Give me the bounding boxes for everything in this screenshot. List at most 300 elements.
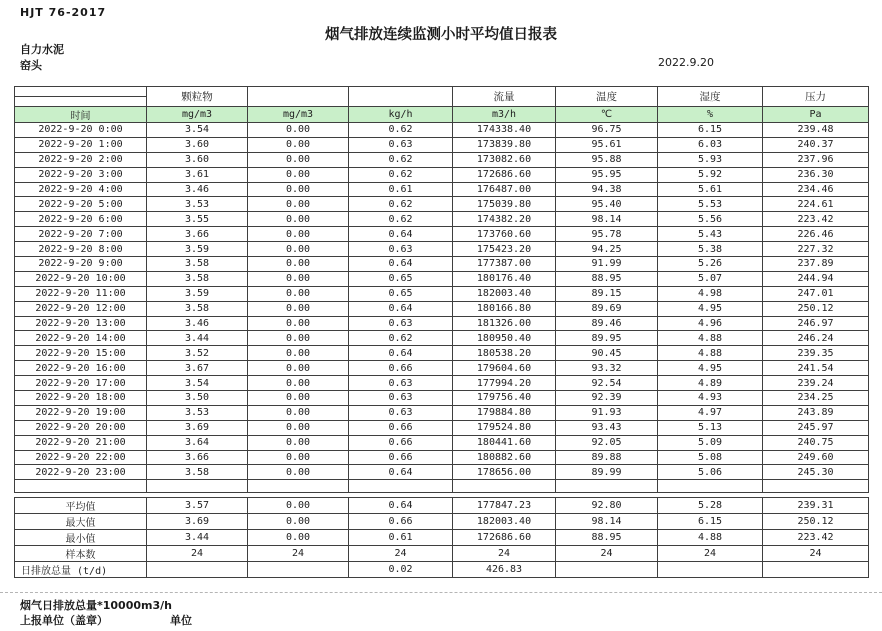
value-cell: 3.44 — [147, 331, 248, 346]
time-cell: 2022-9-20 14:00 — [15, 331, 147, 346]
header-pressure: 压力 — [763, 87, 869, 107]
value-cell: 0.62 — [349, 331, 453, 346]
value-cell: 89.99 — [556, 465, 658, 480]
value-cell: 3.57 — [147, 498, 248, 514]
header-blank-2 — [349, 87, 453, 107]
value-cell: 179524.80 — [453, 420, 556, 435]
value-cell: 98.14 — [556, 514, 658, 530]
value-cell: 95.78 — [556, 227, 658, 242]
value-cell: 3.58 — [147, 465, 248, 480]
value-cell: 0.00 — [248, 435, 349, 450]
value-cell: 0.00 — [248, 257, 349, 272]
time-cell: 2022-9-20 18:00 — [15, 391, 147, 406]
value-cell: 174338.40 — [453, 123, 556, 138]
value-cell: 6.15 — [658, 123, 763, 138]
time-cell: 2022-9-20 8:00 — [15, 242, 147, 257]
value-cell — [556, 562, 658, 578]
value-cell: 98.14 — [556, 212, 658, 227]
value-cell: 0.00 — [248, 346, 349, 361]
value-cell: 247.01 — [763, 286, 869, 301]
hourly-data-row — [15, 420, 869, 435]
value-cell: 175423.20 — [453, 242, 556, 257]
value-cell: 89.69 — [556, 301, 658, 316]
empty-cell — [556, 480, 658, 493]
value-cell: 0.00 — [248, 530, 349, 546]
value-cell: 3.66 — [147, 450, 248, 465]
hourly-data-row — [15, 316, 869, 331]
unit-mgm3-1: mg/m3 — [147, 107, 248, 123]
value-cell: 94.38 — [556, 182, 658, 197]
hourly-data-row — [15, 465, 869, 480]
value-cell: 4.98 — [658, 286, 763, 301]
value-cell: 178656.00 — [453, 465, 556, 480]
header-blank-1 — [248, 87, 349, 107]
time-cell: 2022-9-20 5:00 — [15, 197, 147, 212]
footer-unit-label: 单位 — [170, 614, 192, 627]
value-cell — [658, 562, 763, 578]
time-cell: 2022-9-20 0:00 — [15, 123, 147, 138]
value-cell: 5.26 — [658, 257, 763, 272]
value-cell: 0.65 — [349, 271, 453, 286]
hourly-data-row — [15, 391, 869, 406]
time-cell: 2022-9-20 12:00 — [15, 301, 147, 316]
value-cell: 95.61 — [556, 137, 658, 152]
value-cell: 93.32 — [556, 361, 658, 376]
value-cell: 3.60 — [147, 137, 248, 152]
unit-m3h: m3/h — [453, 107, 556, 123]
value-cell: 0.00 — [248, 405, 349, 420]
value-cell: 239.35 — [763, 346, 869, 361]
unit-header-row — [15, 107, 869, 123]
value-cell: 250.12 — [763, 301, 869, 316]
empty-cell — [15, 480, 147, 493]
time-cell: 2022-9-20 21:00 — [15, 435, 147, 450]
value-cell: 0.63 — [349, 405, 453, 420]
empty-row — [15, 480, 869, 493]
value-cell: 24 — [453, 546, 556, 562]
hourly-data-row — [15, 123, 869, 138]
value-cell: 24 — [763, 546, 869, 562]
value-cell: 92.39 — [556, 391, 658, 406]
value-cell: 24 — [658, 546, 763, 562]
value-cell: 223.42 — [763, 212, 869, 227]
value-cell: 5.13 — [658, 420, 763, 435]
value-cell: 223.42 — [763, 530, 869, 546]
value-cell: 4.88 — [658, 530, 763, 546]
value-cell: 0.00 — [248, 227, 349, 242]
value-cell: 5.93 — [658, 152, 763, 167]
value-cell: 5.61 — [658, 182, 763, 197]
value-cell — [248, 562, 349, 578]
value-cell: 0.66 — [349, 435, 453, 450]
value-cell: 172686.60 — [453, 167, 556, 182]
value-cell: 0.66 — [349, 450, 453, 465]
summary-label-cell: 最小值 — [15, 530, 147, 546]
value-cell: 0.64 — [349, 257, 453, 272]
value-cell: 181326.00 — [453, 316, 556, 331]
value-cell: 0.64 — [349, 227, 453, 242]
value-cell: 4.97 — [658, 405, 763, 420]
hourly-data-row — [15, 271, 869, 286]
value-cell: 0.66 — [349, 514, 453, 530]
value-cell: 92.05 — [556, 435, 658, 450]
value-cell: 3.67 — [147, 361, 248, 376]
value-cell: 180950.40 — [453, 331, 556, 346]
value-cell: 3.59 — [147, 286, 248, 301]
value-cell: 92.54 — [556, 376, 658, 391]
value-cell: 0.00 — [248, 182, 349, 197]
value-cell: 24 — [556, 546, 658, 562]
value-cell: 0.00 — [248, 212, 349, 227]
value-cell: 0.00 — [248, 465, 349, 480]
header-humidity: 湿度 — [658, 87, 763, 107]
value-cell: 237.89 — [763, 257, 869, 272]
hourly-data-row — [15, 376, 869, 391]
time-cell: 2022-9-20 23:00 — [15, 465, 147, 480]
value-cell: 94.25 — [556, 242, 658, 257]
value-cell: 5.43 — [658, 227, 763, 242]
footer-total-note: 烟气日排放总量*10000m3/h — [20, 599, 172, 612]
hourly-data-row — [15, 257, 869, 272]
unit-pa: Pa — [763, 107, 869, 123]
value-cell: 0.00 — [248, 123, 349, 138]
value-cell: 0.63 — [349, 391, 453, 406]
value-cell: 3.55 — [147, 212, 248, 227]
value-cell: 182003.40 — [453, 286, 556, 301]
value-cell: 91.99 — [556, 257, 658, 272]
value-cell: 0.63 — [349, 137, 453, 152]
value-cell: 3.53 — [147, 405, 248, 420]
value-cell: 173082.60 — [453, 152, 556, 167]
empty-cell — [453, 480, 556, 493]
summary-row — [15, 530, 869, 546]
value-cell: 4.89 — [658, 376, 763, 391]
value-cell: 226.46 — [763, 227, 869, 242]
value-cell: 0.00 — [248, 450, 349, 465]
value-cell: 0.62 — [349, 197, 453, 212]
time-cell: 2022-9-20 11:00 — [15, 286, 147, 301]
value-cell: 180538.20 — [453, 346, 556, 361]
value-cell: 179756.40 — [453, 391, 556, 406]
value-cell: 245.97 — [763, 420, 869, 435]
time-cell: 2022-9-20 1:00 — [15, 137, 147, 152]
value-cell: 89.95 — [556, 331, 658, 346]
hourly-data-row — [15, 435, 869, 450]
value-cell: 182003.40 — [453, 514, 556, 530]
unit-time: 时间 — [15, 107, 147, 123]
value-cell: 179884.80 — [453, 405, 556, 420]
value-cell: 0.65 — [349, 286, 453, 301]
value-cell: 250.12 — [763, 514, 869, 530]
value-cell: 3.58 — [147, 301, 248, 316]
document-code: HJT 76-2017 — [20, 6, 107, 19]
header-empty-cell — [15, 87, 147, 97]
value-cell: 92.80 — [556, 498, 658, 514]
value-cell — [147, 562, 248, 578]
value-cell: 3.52 — [147, 346, 248, 361]
value-cell: 240.37 — [763, 137, 869, 152]
value-cell: 0.63 — [349, 376, 453, 391]
unit-mgm3-2: mg/m3 — [248, 107, 349, 123]
value-cell: 227.32 — [763, 242, 869, 257]
value-cell: 91.93 — [556, 405, 658, 420]
value-cell: 24 — [349, 546, 453, 562]
value-cell: 5.08 — [658, 450, 763, 465]
value-cell: 0.00 — [248, 331, 349, 346]
value-cell: 172686.60 — [453, 530, 556, 546]
value-cell: 4.93 — [658, 391, 763, 406]
value-cell: 0.66 — [349, 420, 453, 435]
value-cell: 3.59 — [147, 242, 248, 257]
time-cell: 2022-9-20 19:00 — [15, 405, 147, 420]
value-cell: 177847.23 — [453, 498, 556, 514]
value-cell: 0.62 — [349, 212, 453, 227]
value-cell: 3.54 — [147, 376, 248, 391]
time-cell: 2022-9-20 4:00 — [15, 182, 147, 197]
value-cell: 0.00 — [248, 137, 349, 152]
value-cell: 244.94 — [763, 271, 869, 286]
value-cell: 236.30 — [763, 167, 869, 182]
value-cell: 0.00 — [248, 361, 349, 376]
value-cell: 6.15 — [658, 514, 763, 530]
value-cell: 0.66 — [349, 361, 453, 376]
page-break-line — [0, 592, 882, 593]
value-cell: 0.00 — [248, 316, 349, 331]
value-cell: 180441.60 — [453, 435, 556, 450]
value-cell: 0.64 — [349, 465, 453, 480]
value-cell: 0.00 — [248, 167, 349, 182]
value-cell: 0.00 — [248, 152, 349, 167]
value-cell: 176487.00 — [453, 182, 556, 197]
summary-row — [15, 546, 869, 562]
value-cell: 0.00 — [248, 420, 349, 435]
value-cell: 5.09 — [658, 435, 763, 450]
value-cell: 5.56 — [658, 212, 763, 227]
hourly-data-row — [15, 182, 869, 197]
value-cell: 239.31 — [763, 498, 869, 514]
unit-celsius: ℃ — [556, 107, 658, 123]
value-cell: 245.30 — [763, 465, 869, 480]
hourly-data-row — [15, 331, 869, 346]
value-cell: 0.64 — [349, 301, 453, 316]
time-cell: 2022-9-20 7:00 — [15, 227, 147, 242]
value-cell: 173760.60 — [453, 227, 556, 242]
time-cell: 2022-9-20 2:00 — [15, 152, 147, 167]
value-cell: 243.89 — [763, 405, 869, 420]
value-cell: 3.54 — [147, 123, 248, 138]
value-cell: 180882.60 — [453, 450, 556, 465]
value-cell: 174382.20 — [453, 212, 556, 227]
value-cell: 239.48 — [763, 123, 869, 138]
hourly-data-row — [15, 227, 869, 242]
value-cell: 4.96 — [658, 316, 763, 331]
value-cell: 177387.00 — [453, 257, 556, 272]
value-cell: 95.40 — [556, 197, 658, 212]
value-cell: 0.00 — [248, 514, 349, 530]
value-cell: 180176.40 — [453, 271, 556, 286]
time-cell: 2022-9-20 22:00 — [15, 450, 147, 465]
hourly-data-row — [15, 167, 869, 182]
value-cell: 89.46 — [556, 316, 658, 331]
value-cell: 89.88 — [556, 450, 658, 465]
value-cell: 3.46 — [147, 316, 248, 331]
monitoring-point-name: 窑头 — [20, 59, 42, 72]
hourly-data-row — [15, 286, 869, 301]
value-cell: 0.00 — [248, 242, 349, 257]
value-cell: 24 — [248, 546, 349, 562]
footer-report-unit-label: 上报单位（盖章） — [20, 614, 108, 627]
header-flow: 流量 — [453, 87, 556, 107]
unit-kgh: kg/h — [349, 107, 453, 123]
unit-percent: % — [658, 107, 763, 123]
hourly-data-row — [15, 242, 869, 257]
value-cell: 96.75 — [556, 123, 658, 138]
value-cell: 24 — [147, 546, 248, 562]
value-cell: 234.46 — [763, 182, 869, 197]
value-cell: 246.97 — [763, 316, 869, 331]
hourly-data-row — [15, 346, 869, 361]
value-cell: 95.88 — [556, 152, 658, 167]
value-cell: 175039.80 — [453, 197, 556, 212]
value-cell: 0.00 — [248, 498, 349, 514]
value-cell: 173839.80 — [453, 137, 556, 152]
hourly-data-row — [15, 197, 869, 212]
hourly-data-row — [15, 301, 869, 316]
summary-row — [15, 562, 869, 578]
hourly-data-row — [15, 361, 869, 376]
value-cell: 5.06 — [658, 465, 763, 480]
value-cell: 6.03 — [658, 137, 763, 152]
value-cell: 180166.80 — [453, 301, 556, 316]
hourly-data-row — [15, 212, 869, 227]
hourly-data-row — [15, 405, 869, 420]
value-cell: 0.62 — [349, 152, 453, 167]
value-cell: 239.24 — [763, 376, 869, 391]
value-cell: 3.60 — [147, 152, 248, 167]
time-cell: 2022-9-20 6:00 — [15, 212, 147, 227]
value-cell: 179604.60 — [453, 361, 556, 376]
value-cell: 3.69 — [147, 420, 248, 435]
hourly-data-table — [14, 86, 869, 493]
summary-label-cell: 日排放总量 (t/d) — [15, 562, 147, 578]
value-cell: 3.66 — [147, 227, 248, 242]
value-cell: 0.00 — [248, 197, 349, 212]
report-date: 2022.9.20 — [658, 56, 714, 69]
value-cell: 0.63 — [349, 316, 453, 331]
value-cell: 234.25 — [763, 391, 869, 406]
value-cell: 0.63 — [349, 242, 453, 257]
value-cell: 3.53 — [147, 197, 248, 212]
time-cell: 2022-9-20 10:00 — [15, 271, 147, 286]
value-cell: 95.95 — [556, 167, 658, 182]
value-cell: 246.24 — [763, 331, 869, 346]
summary-row — [15, 498, 869, 514]
empty-cell — [248, 480, 349, 493]
company-name: 自力水泥 — [20, 43, 64, 56]
time-cell: 2022-9-20 15:00 — [15, 346, 147, 361]
value-cell: 89.15 — [556, 286, 658, 301]
time-cell: 2022-9-20 20:00 — [15, 420, 147, 435]
time-cell: 2022-9-20 9:00 — [15, 257, 147, 272]
value-cell: 241.54 — [763, 361, 869, 376]
value-cell: 90.45 — [556, 346, 658, 361]
value-cell: 5.92 — [658, 167, 763, 182]
header-temperature: 温度 — [556, 87, 658, 107]
value-cell: 177994.20 — [453, 376, 556, 391]
value-cell: 5.38 — [658, 242, 763, 257]
value-cell: 0.64 — [349, 498, 453, 514]
value-cell: 0.64 — [349, 346, 453, 361]
value-cell: 0.00 — [248, 286, 349, 301]
value-cell: 93.43 — [556, 420, 658, 435]
value-cell: 3.58 — [147, 257, 248, 272]
value-cell: 4.95 — [658, 301, 763, 316]
value-cell: 0.62 — [349, 123, 453, 138]
empty-cell — [763, 480, 869, 493]
value-cell: 0.00 — [248, 376, 349, 391]
value-cell: 426.83 — [453, 562, 556, 578]
hourly-data-row — [15, 450, 869, 465]
value-cell: 0.00 — [248, 301, 349, 316]
time-cell: 2022-9-20 16:00 — [15, 361, 147, 376]
value-cell: 3.46 — [147, 182, 248, 197]
summary-table — [14, 497, 869, 578]
value-cell: 4.88 — [658, 331, 763, 346]
value-cell: 237.96 — [763, 152, 869, 167]
value-cell: 4.95 — [658, 361, 763, 376]
value-cell: 5.07 — [658, 271, 763, 286]
value-cell: 0.62 — [349, 167, 453, 182]
value-cell: 0.00 — [248, 391, 349, 406]
value-cell: 3.44 — [147, 530, 248, 546]
time-cell: 2022-9-20 17:00 — [15, 376, 147, 391]
header-particulate: 颗粒物 — [147, 87, 248, 107]
value-cell: 240.75 — [763, 435, 869, 450]
hourly-data-row — [15, 152, 869, 167]
value-cell: 5.53 — [658, 197, 763, 212]
value-cell: 249.60 — [763, 450, 869, 465]
empty-cell — [147, 480, 248, 493]
value-cell: 3.58 — [147, 271, 248, 286]
time-cell: 2022-9-20 13:00 — [15, 316, 147, 331]
value-cell: 4.88 — [658, 346, 763, 361]
summary-row — [15, 514, 869, 530]
summary-label-cell: 平均值 — [15, 498, 147, 514]
value-cell — [763, 562, 869, 578]
value-cell: 5.28 — [658, 498, 763, 514]
empty-cell — [349, 480, 453, 493]
value-cell: 3.61 — [147, 167, 248, 182]
value-cell: 224.61 — [763, 197, 869, 212]
value-cell: 0.61 — [349, 182, 453, 197]
summary-label-cell: 最大值 — [15, 514, 147, 530]
value-cell: 3.64 — [147, 435, 248, 450]
page-title: 烟气排放连续监测小时平均值日报表 — [325, 27, 557, 43]
hourly-data-row — [15, 137, 869, 152]
value-cell: 0.02 — [349, 562, 453, 578]
empty-cell — [658, 480, 763, 493]
value-cell: 3.69 — [147, 514, 248, 530]
header-empty-cell-2 — [15, 97, 147, 107]
value-cell: 0.00 — [248, 271, 349, 286]
time-cell: 2022-9-20 3:00 — [15, 167, 147, 182]
summary-label-cell: 样本数 — [15, 546, 147, 562]
value-cell: 0.61 — [349, 530, 453, 546]
value-cell: 88.95 — [556, 271, 658, 286]
report-table-area — [14, 86, 868, 578]
group-header-row-top — [15, 87, 869, 97]
value-cell: 88.95 — [556, 530, 658, 546]
